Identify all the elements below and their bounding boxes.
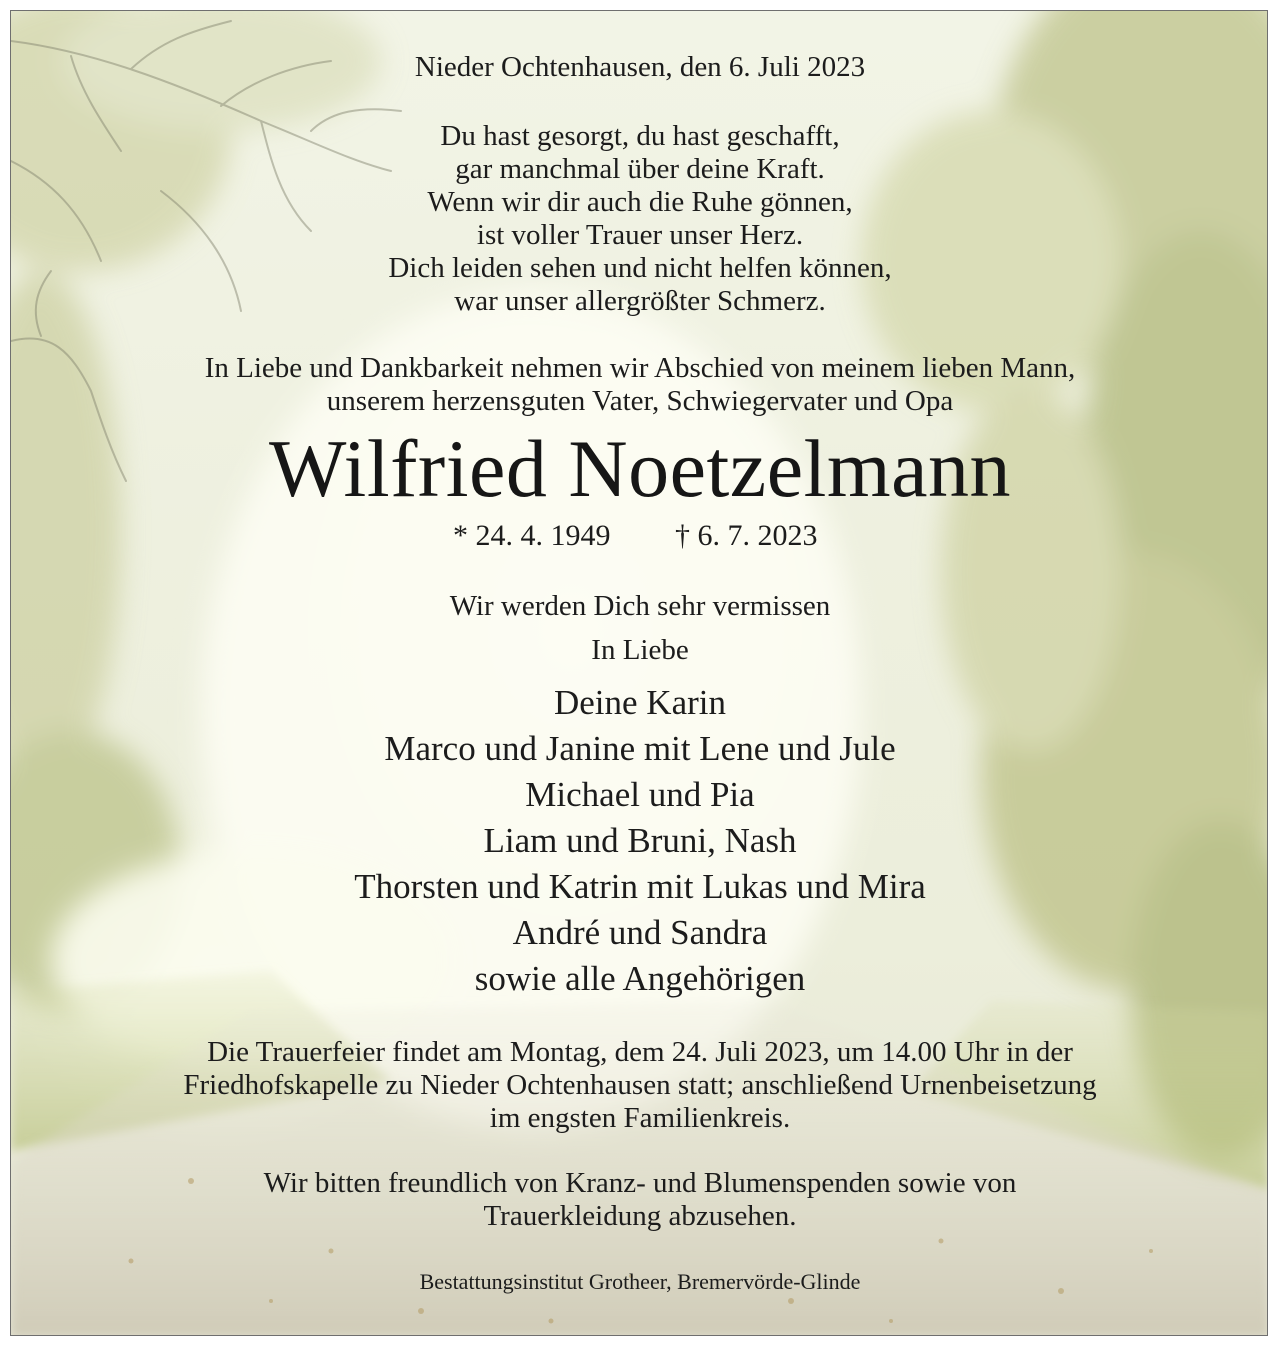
ceremony-line: im engsten Familienkreis. xyxy=(489,1102,791,1134)
family-member: Deine Karin xyxy=(553,683,726,722)
deceased-name: Wilfried Noetzelmann xyxy=(268,423,1012,514)
obituary-notice xyxy=(10,10,1268,1336)
poem-line: war unser allergrößter Schmerz. xyxy=(454,285,826,317)
intro-line: In Liebe und Dankbarkeit nehmen wir Abschied von meinem lieben Mann, xyxy=(204,352,1076,384)
life-dates xyxy=(11,519,1268,559)
family-member: André und Sandra xyxy=(512,913,768,952)
family-member: Michael und Pia xyxy=(525,775,755,814)
poem-line: Dich leiden sehen und nicht helfen können, xyxy=(388,252,892,284)
intro-line: unserem herzensguten Vater, Schwiegervater und Opa xyxy=(326,385,954,417)
request-line: Trauerkleidung abzusehen. xyxy=(483,1200,797,1232)
birth-date: * 24. 4. 1949 xyxy=(453,519,611,552)
family-member: Thorsten und Katrin mit Lukas und Mira xyxy=(354,867,926,906)
poem-line: Wenn wir dir auch die Ruhe gönnen, xyxy=(427,186,853,218)
family-member: Marco und Janine mit Lene und Jule xyxy=(384,729,896,768)
poem-line: gar manchmal über deine Kraft. xyxy=(455,153,825,185)
notice-text xyxy=(11,11,1268,1336)
miss-line: Wir werden Dich sehr vermissen xyxy=(449,590,831,622)
family-member: Liam und Bruni, Nash xyxy=(483,821,797,860)
poem-line: ist voller Trauer unser Herz. xyxy=(476,219,804,251)
undertaker: Bestattungsinstitut Grotheer, Bremervörde-Glinde xyxy=(419,1269,861,1294)
family-member: sowie alle Angehörigen xyxy=(474,959,806,998)
ceremony-line: Die Trauerfeier findet am Montag, dem 24. Juli 2023, um 14.00 Uhr in der xyxy=(207,1036,1073,1068)
poem-line: Du hast gesorgt, du hast geschafft, xyxy=(440,120,840,152)
death-date: † 6. 7. 2023 xyxy=(675,519,818,552)
request-line: Wir bitten freundlich von Kranz- und Blumenspenden sowie von xyxy=(263,1167,1017,1199)
in-love-line: In Liebe xyxy=(591,634,689,666)
ceremony-line: Friedhofskapelle zu Nieder Ochtenhausen statt; anschließend Urnenbeisetzung xyxy=(183,1069,1097,1101)
place-and-date: Nieder Ochtenhausen, den 6. Juli 2023 xyxy=(414,51,866,83)
